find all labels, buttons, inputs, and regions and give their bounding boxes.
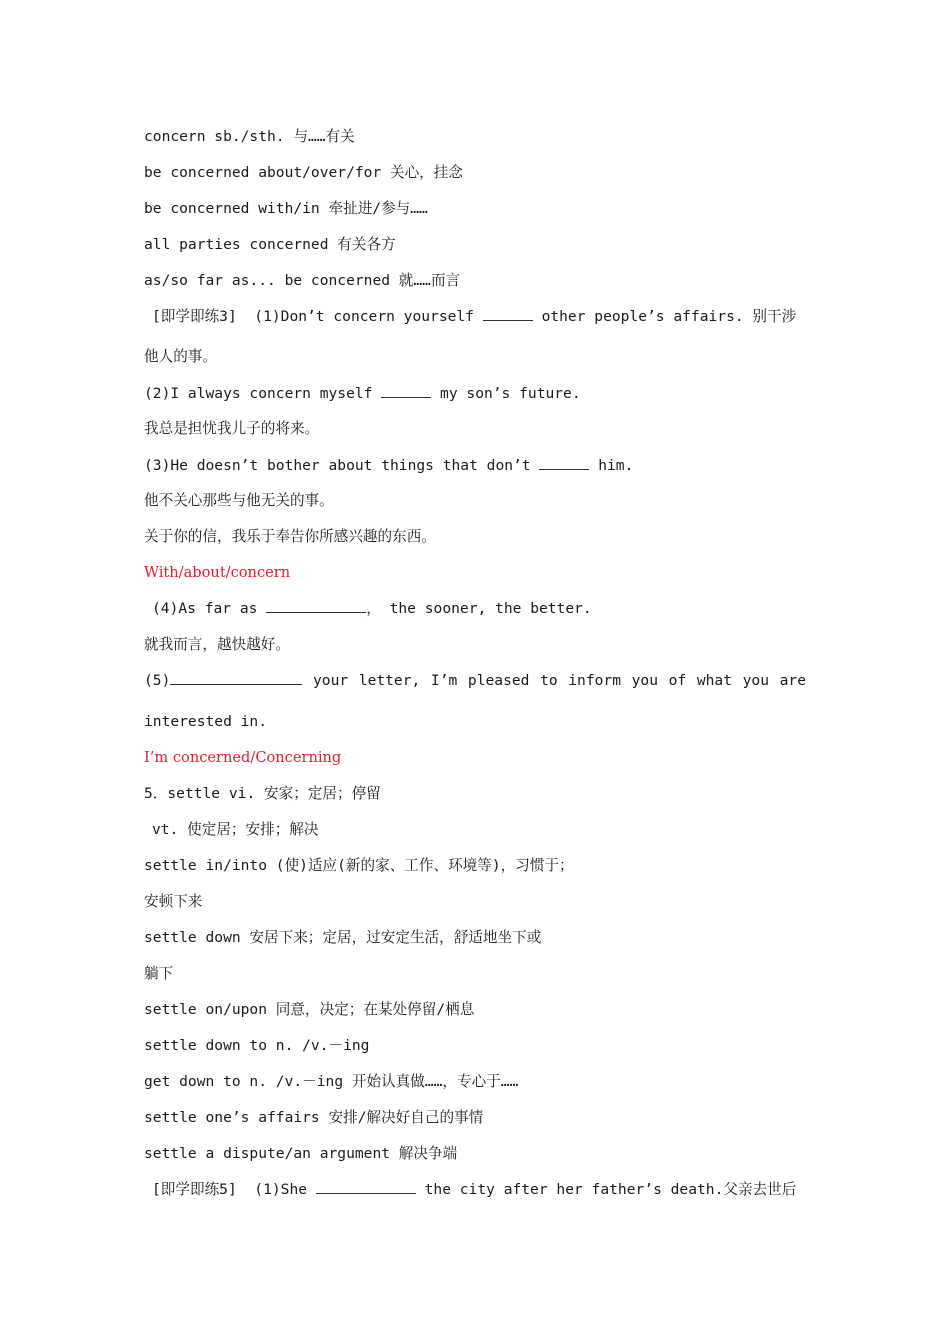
answer-line: With/about/concern xyxy=(144,564,291,581)
text-line: be concerned with/in 牵扯进/参与…… xyxy=(144,200,428,217)
text-line: settle one’s affairs 安排/解决好自己的事情 xyxy=(144,1109,484,1126)
answer-blank xyxy=(170,668,302,685)
text-line: 他不关心那些与他无关的事。 xyxy=(144,492,334,509)
answer-blank xyxy=(539,453,589,470)
exercise-text: other people’s affairs. 别干涉 xyxy=(541,308,797,325)
text-line: 就我而言，越快越好。 xyxy=(144,636,290,653)
text-line: be concerned about/over/for 关心，挂念 xyxy=(144,164,463,181)
exercise-text: the city after her father’s death.父亲去世后 xyxy=(424,1181,797,1198)
text-line: 我总是担忧我儿子的将来。 xyxy=(144,420,320,437)
exercise-text: [即学即练5] (1)She xyxy=(152,1181,308,1198)
exercise-text: my son’s future. xyxy=(440,385,581,402)
exercise-text: (2)I always concern myself xyxy=(144,385,373,402)
exercise-text: your letter, I’m pleased to inform you of what you are xyxy=(313,672,806,689)
text-line: settle down 安居下来；定居，过安定生活，舒适地坐下或 xyxy=(144,929,542,946)
text-line: concern sb./sth. 与……有关 xyxy=(144,128,355,145)
exercise-text: him. xyxy=(598,457,634,474)
exercise-text: (3)He doesn’t bother about things that don’t xyxy=(144,457,531,474)
exercise-line-5-1 xyxy=(152,1177,796,1203)
answer-line: I’m concerned/Concerning xyxy=(144,749,342,766)
exercise-line-3-3 xyxy=(144,453,633,479)
text-line: 躺下 xyxy=(144,965,174,982)
text-line: 安顿下来 xyxy=(144,893,203,910)
answer-blank xyxy=(483,304,533,321)
text-line: as/so far as... be concerned 就……而言 xyxy=(144,272,461,289)
exercise-line-3-4 xyxy=(152,596,592,622)
exercise-text: (4)As far as xyxy=(152,600,258,617)
text-line: 5．settle vi. 安家；定居；停留 xyxy=(144,785,381,802)
text-line: vt. 使定居；安排；解决 xyxy=(152,821,319,838)
text-line: 关于你的信，我乐于奉告你所感兴趣的东西。 xyxy=(144,528,436,545)
text-line: settle in/into (使)适应(新的家、工作、环境等)，习惯于； xyxy=(144,857,574,874)
answer-blank xyxy=(381,381,431,398)
exercise-text: ， the sooner, the better. xyxy=(366,600,592,617)
exercise-line-3-5 xyxy=(144,668,806,694)
text-line: interested in. xyxy=(144,713,268,730)
exercise-text: [即学即练3] (1)Don’t concern yourself xyxy=(152,308,474,325)
text-line: settle down to n. /v.－ing xyxy=(144,1037,370,1054)
text-line: settle a dispute/an argument 解决争端 xyxy=(144,1145,458,1162)
exercise-text: (5) xyxy=(144,672,171,689)
answer-blank xyxy=(316,1177,416,1194)
text-line: all parties concerned 有关各方 xyxy=(144,236,396,253)
answer-blank xyxy=(266,596,366,613)
text-line: 他人的事。 xyxy=(144,348,217,365)
exercise-line-3-1 xyxy=(152,304,796,330)
exercise-line-3-2 xyxy=(144,381,581,407)
text-line: settle on/upon 同意，决定；在某处停留/栖息 xyxy=(144,1001,475,1018)
text-line: get down to n. /v.－ing 开始认真做……，专心于…… xyxy=(144,1073,519,1090)
